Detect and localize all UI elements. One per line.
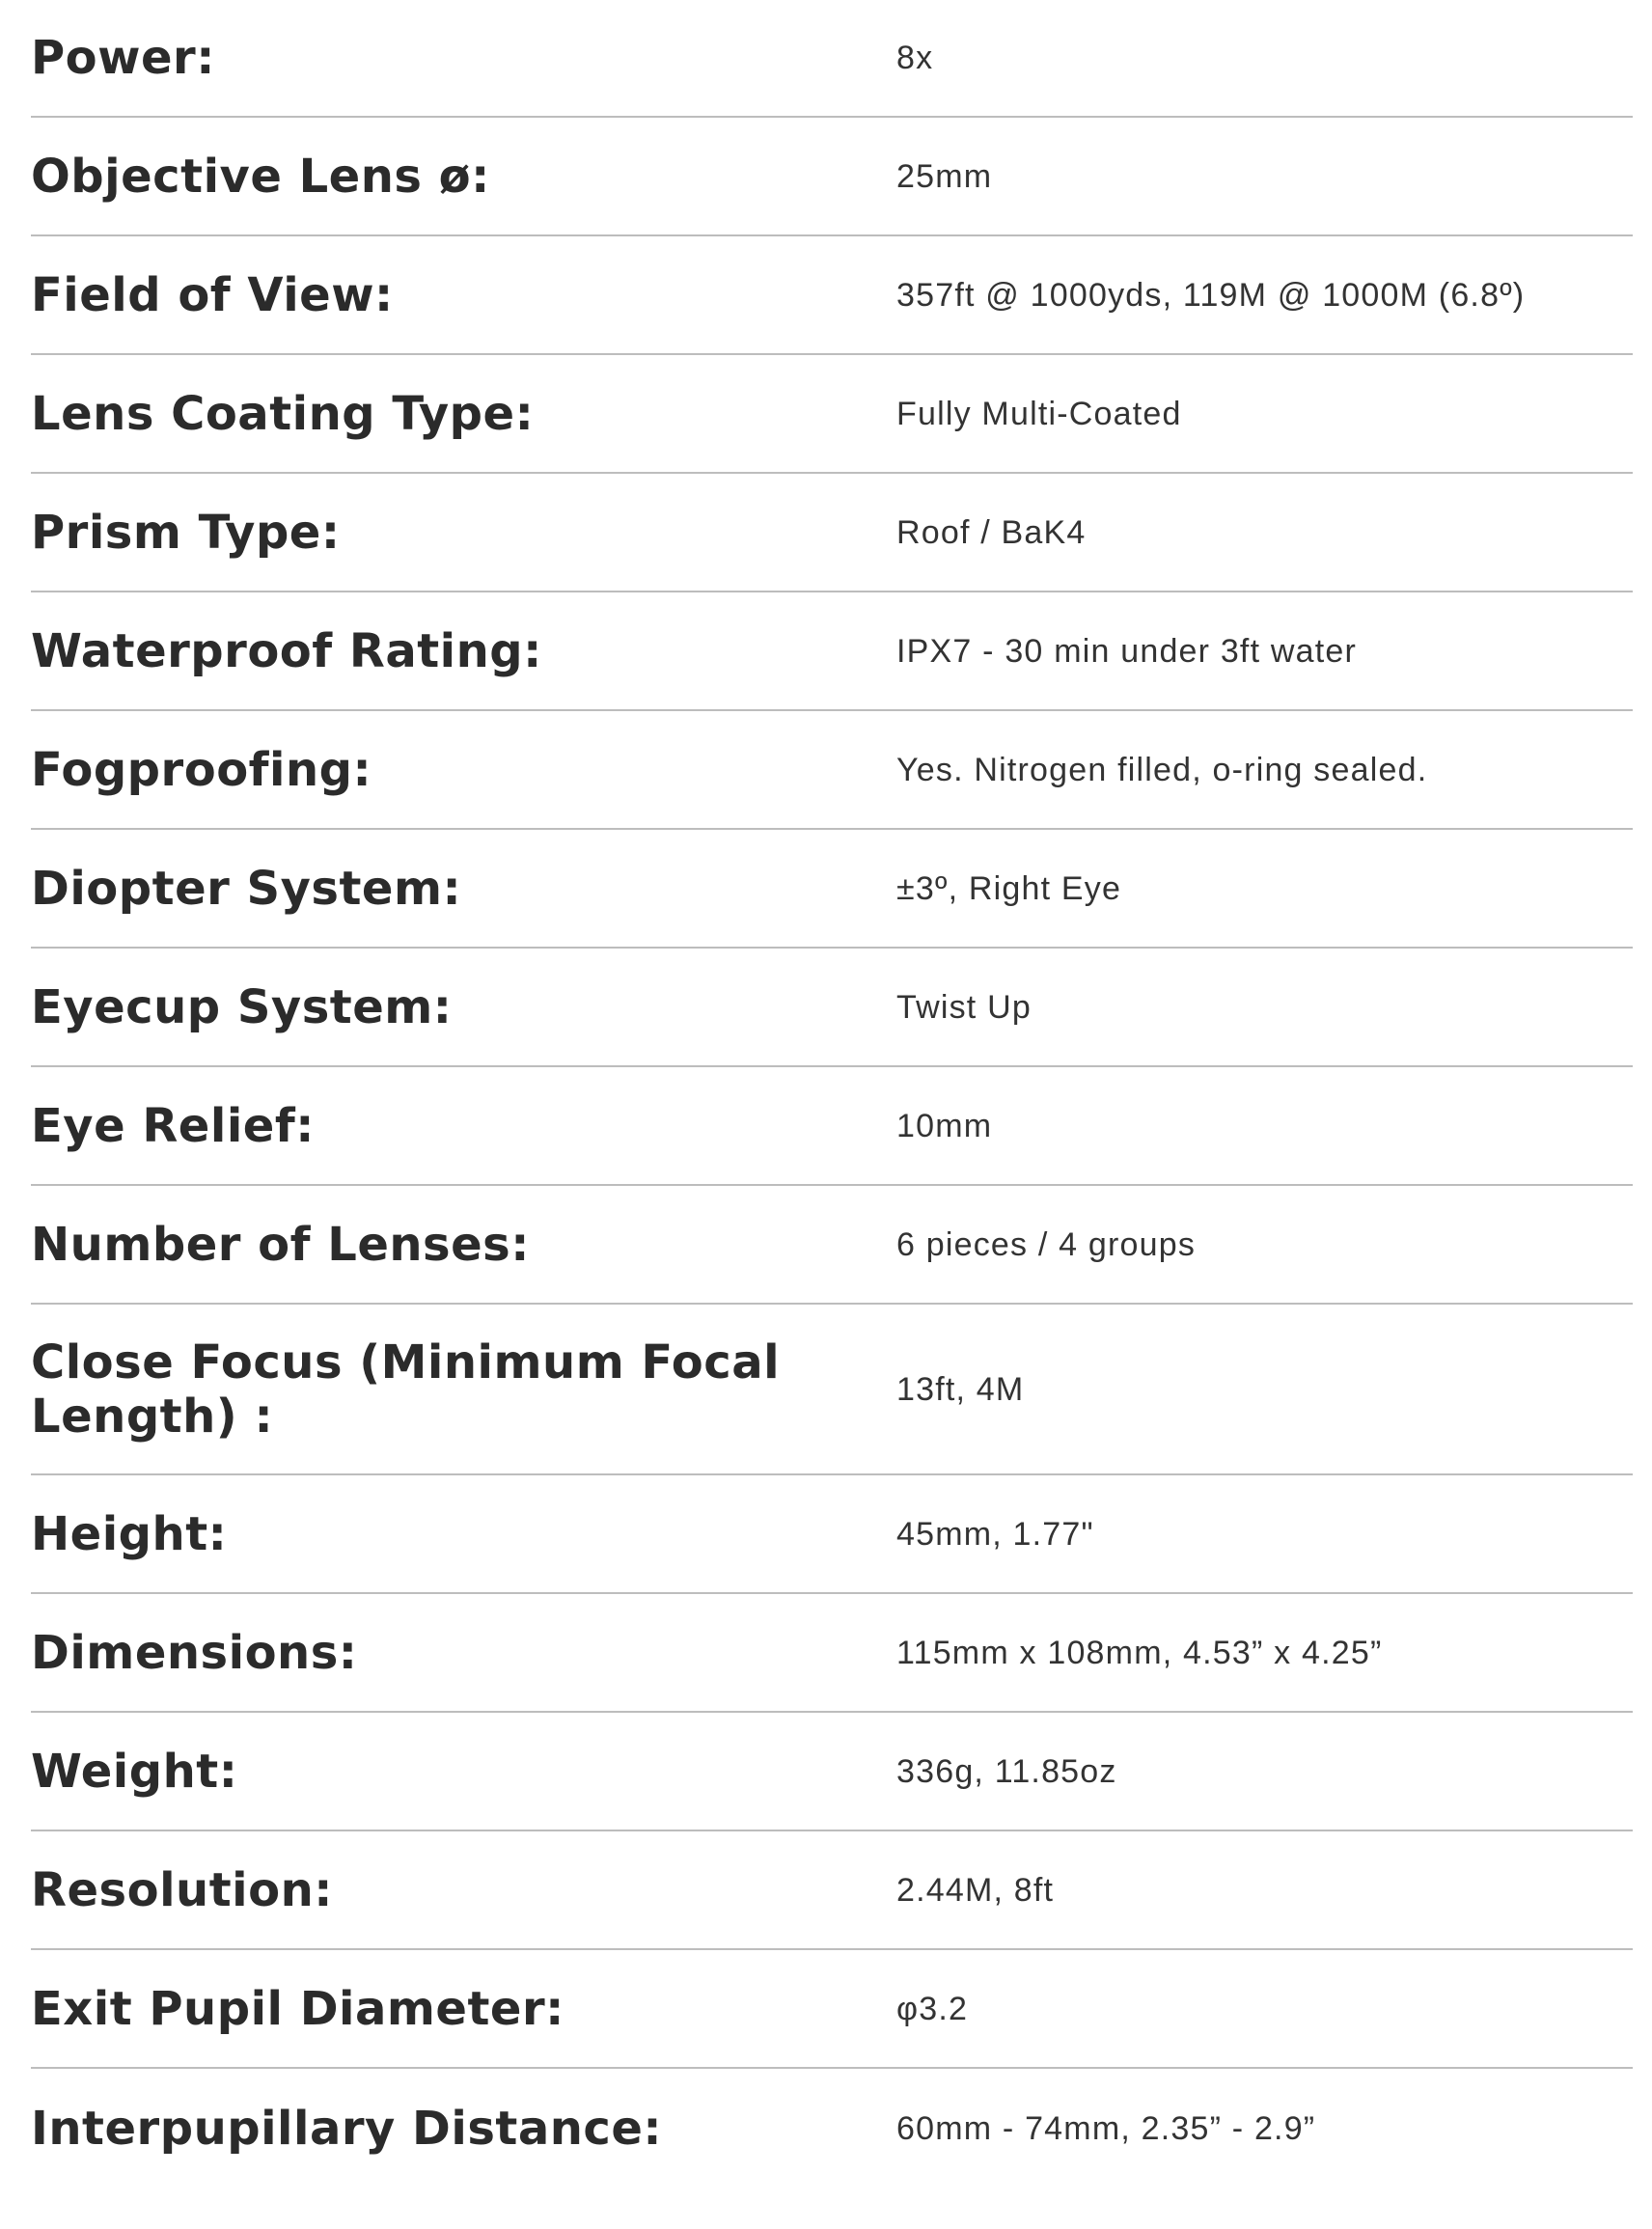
spec-row-number-of-lenses [31,1186,1633,1305]
spec-value: 115mm x 108mm, 4.53” x 4.25” [896,1634,1383,1671]
spec-value: 357ft @ 1000yds, 119M @ 1000M (6.8º) [896,276,1526,314]
spec-label: Resolution: [31,1862,333,1917]
spec-value: 25mm [896,157,993,195]
spec-label: Dimensions: [31,1625,358,1680]
spec-value: 13ft, 4M [896,1370,1025,1408]
spec-label: Prism Type: [31,505,341,560]
spec-row-prism-type [31,474,1633,592]
spec-row-height [31,1475,1633,1594]
spec-row-objective-lens [31,118,1633,236]
spec-row-exit-pupil-diameter [31,1950,1633,2069]
spec-label: Close Focus (Minimum Focal Length) : [31,1335,781,1444]
spec-label: Waterproof Rating: [31,623,542,678]
spec-label: Field of View: [31,267,394,322]
spec-value: 2.44M, 8ft [896,1871,1055,1909]
spec-label: Objective Lens ø: [31,149,490,204]
spec-row-field-of-view [31,236,1633,355]
spec-value: IPX7 - 30 min under 3ft water [896,632,1358,670]
spec-label: Diopter System: [31,861,462,916]
spec-row-power [31,0,1633,118]
spec-label: Number of Lenses: [31,1217,530,1272]
specifications-table [31,0,1633,2188]
spec-label: Exit Pupil Diameter: [31,1981,564,2036]
spec-value: Roof / BaK4 [896,513,1087,551]
spec-row-weight [31,1713,1633,1831]
spec-row-lens-coating [31,355,1633,474]
spec-value: 60mm - 74mm, 2.35” - 2.9” [896,2109,1316,2147]
spec-label: Fogproofing: [31,742,372,797]
spec-label: Eye Relief: [31,1098,315,1153]
spec-row-close-focus [31,1305,1633,1475]
spec-value: 336g, 11.85oz [896,1752,1117,1790]
spec-row-eye-relief [31,1067,1633,1186]
spec-value: Yes. Nitrogen filled, o-ring sealed. [896,751,1428,788]
spec-row-eyecup-system [31,949,1633,1067]
spec-label: Eyecup System: [31,979,453,1034]
spec-label: Weight: [31,1744,238,1799]
spec-row-fogproofing [31,711,1633,830]
spec-row-dimensions [31,1594,1633,1713]
spec-row-diopter-system [31,830,1633,949]
spec-value: 10mm [896,1107,993,1144]
spec-row-resolution [31,1831,1633,1950]
spec-label: Height: [31,1506,228,1561]
spec-label: Lens Coating Type: [31,386,535,441]
spec-value: Twist Up [896,988,1032,1026]
spec-value: ±3º, Right Eye [896,869,1122,907]
spec-label: Power: [31,31,215,85]
spec-value: 6 pieces / 4 groups [896,1225,1197,1263]
spec-row-waterproof-rating [31,592,1633,711]
spec-label: Interpupillary Distance: [31,2101,663,2156]
spec-value: Fully Multi-Coated [896,395,1182,432]
spec-value: 45mm, 1.77" [896,1515,1094,1553]
spec-value: φ3.2 [896,1990,969,2027]
spec-row-interpupillary-distance [31,2069,1633,2188]
spec-value: 8x [896,40,934,76]
